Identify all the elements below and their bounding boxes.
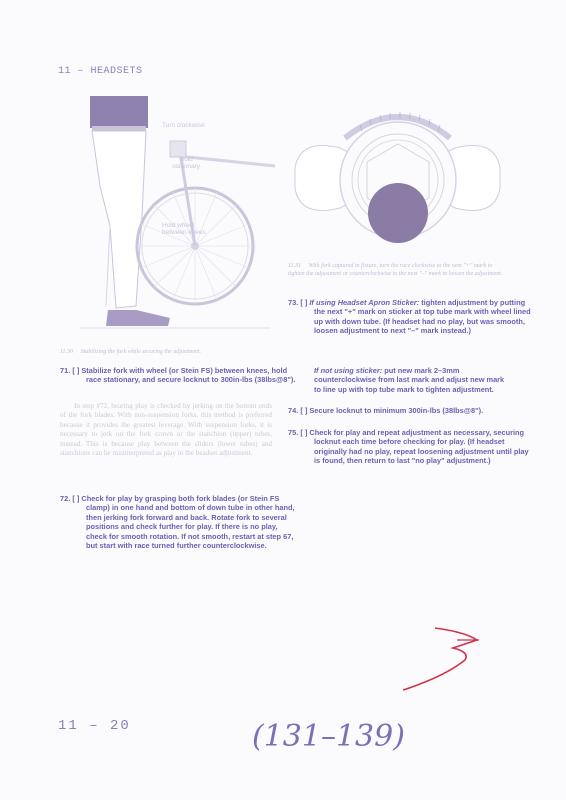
caption-text: Stabilizing the fork while securing the adjustment. bbox=[80, 349, 202, 355]
label-turn-clockwise: Turn clockwise bbox=[162, 122, 205, 129]
figure-11-30-illustration bbox=[70, 96, 275, 336]
step-number: 75. [ ] bbox=[288, 428, 308, 437]
alt-lead: If not using sticker: bbox=[314, 366, 383, 375]
page-number: 11 – 20 bbox=[58, 718, 131, 734]
explanatory-paragraph: In step #72, bearing play is checked by jerking on the bottom ends of the fork blades. With non-suspension forks, this method is preferred because it provides the greatest leverage. With suspension forks, it is necessary to jerk on the fork crown or the stanchion (upper) tubes, instead. This is because play between the sliders (lower tubes) and stanchions can be misinterpreted as play in the headset adjustment. bbox=[60, 402, 272, 458]
step-text: tighten adjustment by putting the next "+" mark on sticker at top tube mark with wheel lined up with down tube. (If headset had no play, but was smooth, loosen adjustment to next "–" mark instead.) bbox=[314, 298, 531, 336]
caption-text: With fork captured in fixture, turn the race clockwise to the next "+" mark to tighten the adjustment or counterclockwise to the next "–" mark to loosen the adjustment. bbox=[288, 263, 503, 277]
figure-11-30-caption bbox=[60, 348, 280, 356]
red-pen-mark bbox=[395, 610, 495, 700]
step-74 bbox=[288, 406, 534, 415]
alt-text: put new mark 2–3mm counterclockwise from last mark and adjust new mark to line up with top tube mark to tighten adjustment. bbox=[314, 366, 505, 394]
step-text: Stabilize fork with wheel (or Stein FS) between knees, hold race stationary, and secure locknut to 300in-lbs (38lbs@8"). bbox=[81, 366, 296, 385]
figure-number: 11.31 bbox=[288, 263, 302, 269]
step-number: 72. [ ] bbox=[60, 494, 80, 503]
step-text: Check for play by grasping both fork blades (or Stein FS clamp) in one hand and bottom of down tube in other hand, then jerking fork forward and back. Rotate fork to several positions and check further for play. If there is no play, check for smooth rotation. If not smooth, restart at step 67, but start with race turned further counterclockwise. bbox=[81, 494, 295, 551]
step-number: 74. [ ] bbox=[288, 406, 308, 415]
step-number: 73. [ ] bbox=[288, 298, 308, 307]
handwritten-annotation bbox=[238, 688, 418, 773]
handwritten-text: (131–139) bbox=[252, 719, 405, 754]
step-lead: If using Headset Apron Sticker: bbox=[309, 298, 420, 307]
figure-number: 11.30 bbox=[60, 349, 74, 355]
page-header: 11 – HEADSETS bbox=[58, 66, 143, 77]
step-73 bbox=[288, 298, 534, 336]
step-72 bbox=[60, 494, 298, 550]
step-text: Secure locknut to minimum 300in-lbs (38lbs@8"). bbox=[309, 406, 484, 415]
step-text: Check for play and repeat adjustment as necessary, securing locknut each time before checking for play. (If headset originally had no play, repeat loosening adjustment until play is found, then return to last "no play" adjustment.) bbox=[309, 428, 529, 466]
label-hold-wheel: Hold wheel between knees bbox=[162, 222, 206, 236]
step-number: 71. [ ] bbox=[60, 366, 80, 375]
figure-11-31-illustration bbox=[290, 98, 505, 248]
step-73-alternate bbox=[288, 366, 508, 394]
label-hold-stationary: Hold stationary bbox=[172, 156, 201, 170]
step-71 bbox=[60, 366, 298, 385]
step-75 bbox=[288, 428, 534, 466]
figure-11-31-caption bbox=[288, 262, 508, 278]
